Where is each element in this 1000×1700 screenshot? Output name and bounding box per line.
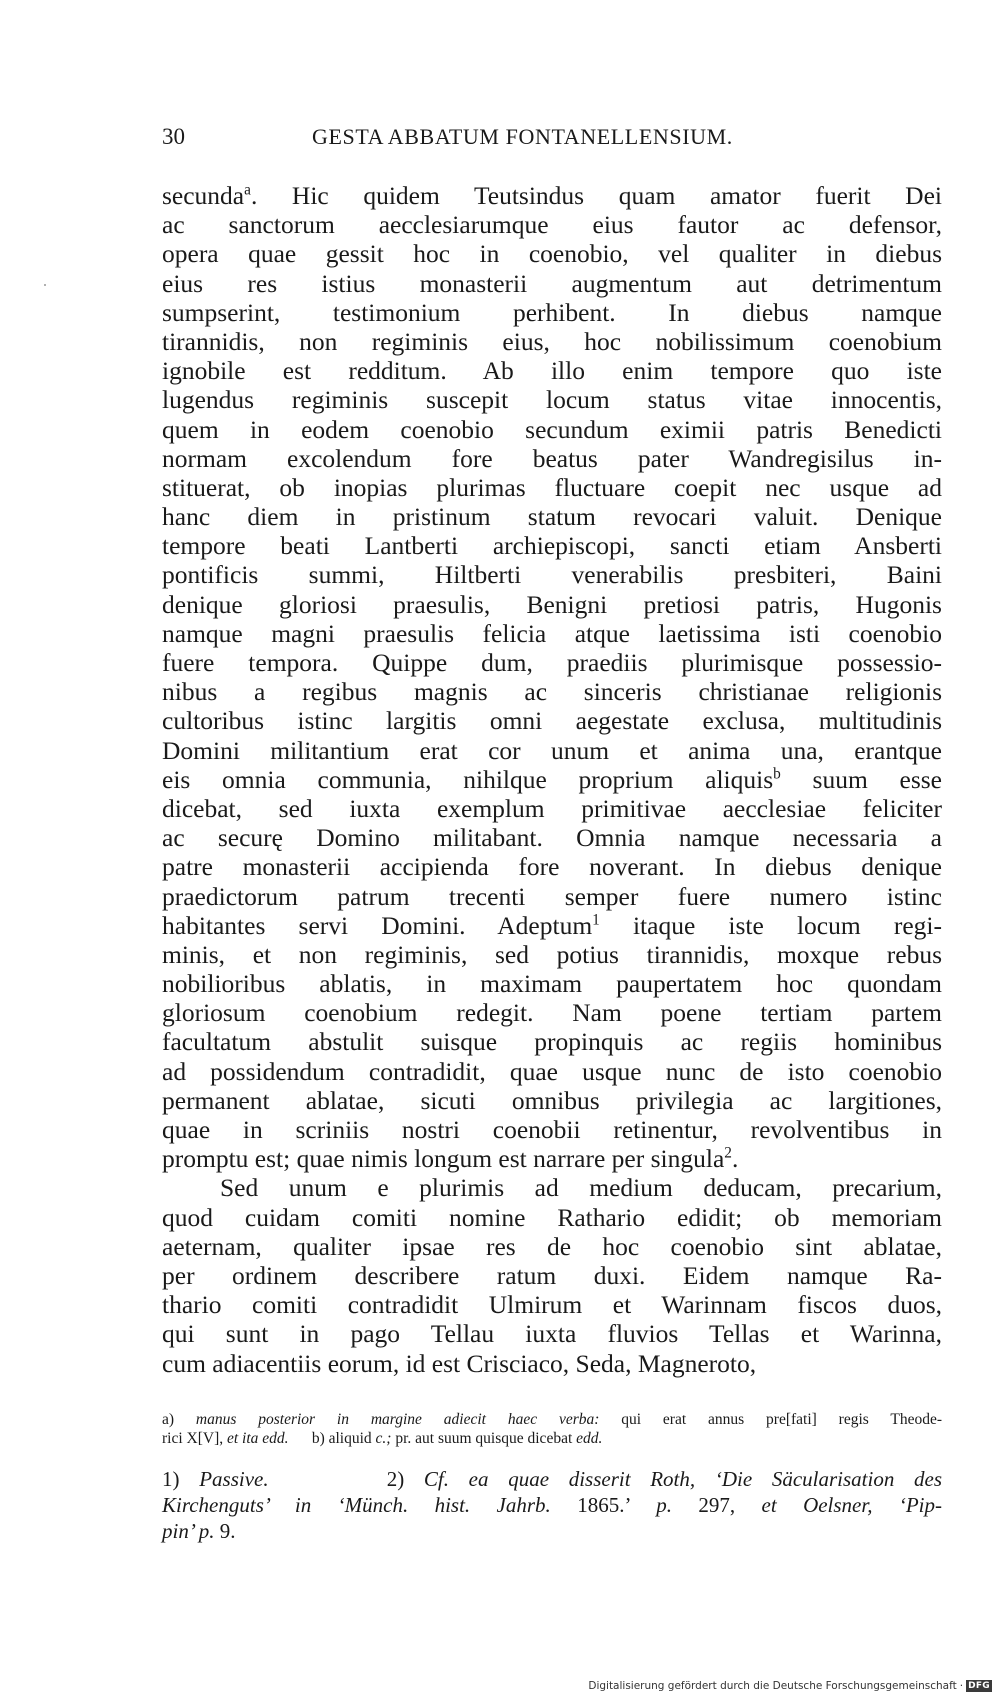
text-line: promptu est; quae nimis longum est narrare per singula$^2$. <box>162 1144 739 1174</box>
text-line: namque magni praesulis felicia atque laetissima isti coenobio <box>162 618 942 648</box>
text-line: patre monasterii accipienda fore noverant. In diebus denique <box>162 852 942 882</box>
text-line: ac sanctorum aecclesiarumque eius fautor ac defensor, <box>162 210 942 240</box>
text-line: Domini militantium erat cor unum et anima una, erantque <box>162 735 942 765</box>
text-line: fuere tempora. Quippe dum, praediis plurimisque possessio- <box>162 648 942 677</box>
text-line: nobilioribus ablatis, in maximam paupertatem hoc quondam <box>162 969 942 999</box>
digitization-credit: Digitalisierung gefördert durch die Deutsche Forschungsgemeinschaft <box>588 1680 957 1692</box>
text-line: quem in eodem coenobio secundum eximii patris Benedicti <box>162 414 942 444</box>
text-line: permanent ablatae, sicuti omnibus privilegia ac largitiones, <box>162 1085 942 1115</box>
apparatus-line: rici X[V], et ita edd. b) aliquid c.; pr. aut suum quisque dicebat edd. <box>162 1430 603 1447</box>
footnote-line: pin’ p. 9. <box>162 1519 236 1543</box>
text-line: Sed unum e plurimis ad medium deducam, precarium, <box>220 1173 942 1203</box>
text-line: quae in scriniis nostri coenobii retinentur, revolventibus in <box>162 1115 942 1144</box>
text-line: cultoribus istinc largitis omni aegestate exclusa, multitudinis <box>162 706 942 736</box>
text-line: normam excolendum fore beatus pater Wandregisilus in- <box>162 443 942 473</box>
running-head <box>162 124 942 158</box>
text-line: quod cuidam comiti nomine Rathario edidit; ob memoriam <box>162 1202 942 1232</box>
text-line: nibus a regibus magnis ac sinceris christianae religionis <box>162 677 942 707</box>
text-line: eius res istius monasterii augmentum aut detrimentum <box>162 268 942 298</box>
source-footnotes <box>162 1466 942 1544</box>
text-line: habitantes servi Domini. Adeptum$^1$ itaque iste locum regi- <box>162 910 942 940</box>
footnote-line: 1) Passive. 2) Cf. ea quae disserit Roth, ‘Die Säcularisation des <box>162 1467 943 1491</box>
main-text-block <box>162 181 942 1378</box>
text-line: facultatum abstulit suisque propinquis ac regiis hominibus <box>162 1027 942 1057</box>
footnote-line: Kirchenguts’ in ‘Münch. hist. Jahrb. 1865.’ p. 297, et Oelsner, ‘Pip- <box>162 1493 943 1517</box>
text-line: per ordinem describere ratum duxi. Eidem namque Ra- <box>162 1260 942 1290</box>
text-line: minis, et non regiminis, sed potius tirannidis, moxque rebus <box>162 939 942 969</box>
text-line: gloriosum coenobium redegit. Nam poene tertiam partem <box>162 998 942 1028</box>
text-line: thario comiti contradidit Ulmirum et Warinnam fiscos duos, <box>162 1290 942 1320</box>
text-line: ac securę Domino militabant. Omnia namque necessaria a <box>162 823 942 853</box>
text-line: praedictorum patrum trecenti semper fuere numero istinc <box>162 881 942 911</box>
apparatus-line: a) manus posterior in margine adiecit haec verba: qui erat annus pre[fati] regis Theode- <box>162 1411 943 1428</box>
text-line: lugendus regiminis suscepit locum status vitae innocentis, <box>162 385 942 415</box>
text-line: cum adiacentiis eorum, id est Crisciaco, Seda, Magneroto, <box>162 1348 757 1378</box>
text-line: denique gloriosi praesulis, Benigni pretiosi patris, Hugonis <box>162 589 942 619</box>
text-line: ad possidendum contradidit, quae usque nunc de isto coenobio <box>162 1056 942 1086</box>
text-line: dicebat, sed iuxta exemplum primitivae aecclesiae feliciter <box>162 793 942 823</box>
text-line: opera quae gessit hoc in coenobio, vel qualiter in diebus <box>162 239 942 269</box>
dfg-logo-icon: DFG <box>968 1681 990 1691</box>
text-line: tirannidis, non regiminis eius, hoc nobilissimum coenobium <box>162 326 942 356</box>
text-line: hanc diem in pristinum statum revocari valuit. Denique <box>162 502 942 532</box>
critical-apparatus <box>162 1410 942 1448</box>
text-line: sumpserint, testimonium perhibent. In diebus namque <box>162 297 942 327</box>
text-line: eis omnia communia, nihilque proprium aliquis$^b$ suum esse <box>162 764 942 794</box>
text-line: qui sunt in pago Tellau iuxta fluvios Tellas et Warinna, <box>162 1319 942 1349</box>
digitization-footer: Digitalisierung gefördert durch die Deutsche Forschungsgemeinschaft · DFG <box>588 1680 990 1692</box>
page-number: 30 <box>162 124 185 149</box>
running-title: GESTA ABBATUM FONTANELLENSIUM. <box>312 124 733 149</box>
text-line: pontificis summi, Hiltberti venerabilis presbiteri, Baini <box>162 560 942 590</box>
margin-speck <box>44 284 46 286</box>
text-line: tempore beati Lantberti archiepiscopi, sancti etiam Ansberti <box>162 531 942 561</box>
text-line: secunda$^a$. Hic quidem Teutsindus quam amator fuerit Dei <box>162 181 942 210</box>
text-line: ignobile est redditum. Ab illo enim tempore quo iste <box>162 356 942 386</box>
text-line: aeternam, qualiter ipsae res de hoc coenobio sint ablatae, <box>162 1231 942 1261</box>
text-line: stituerat, ob inopias plurimas fluctuare coepit nec usque ad <box>162 472 942 502</box>
